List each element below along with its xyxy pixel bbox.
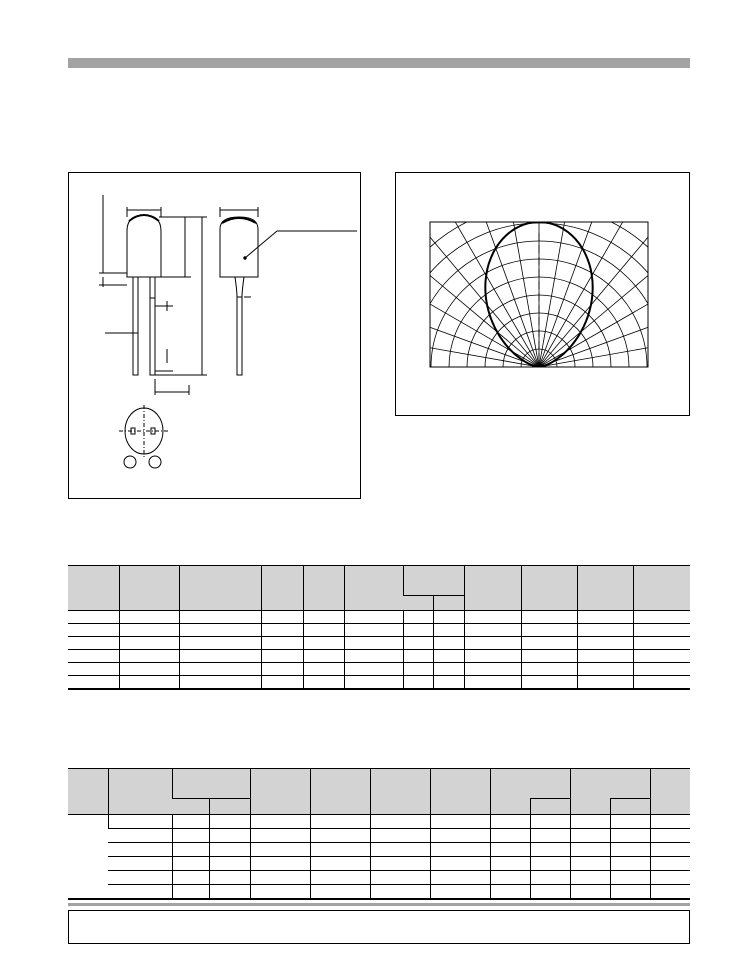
table-cell <box>433 650 464 663</box>
table-cell <box>633 624 690 637</box>
table-cell <box>250 871 310 885</box>
table-row <box>68 829 690 843</box>
table-row <box>68 857 690 871</box>
table-cell <box>464 663 521 676</box>
table-cell <box>179 637 261 650</box>
table-cell <box>179 650 261 663</box>
footer-bar <box>68 903 690 906</box>
note-box <box>68 910 690 944</box>
table-cell <box>521 611 577 624</box>
table-cell <box>108 843 172 857</box>
t2-header-cell <box>250 769 310 815</box>
table-cell <box>610 843 650 857</box>
lens-body-front <box>220 217 258 277</box>
polar-grid-spoke <box>487 173 539 367</box>
table-2-body <box>68 815 690 899</box>
table-2-header-row <box>68 769 690 799</box>
polar-radiation-chart <box>396 173 691 417</box>
table-cell <box>577 676 633 689</box>
table-cell <box>464 676 521 689</box>
table-cell <box>68 611 119 624</box>
t1-header-cell <box>68 566 119 611</box>
table-cell <box>310 815 370 829</box>
t1-header-cell <box>303 566 344 611</box>
spec-table-2 <box>68 768 690 900</box>
table-cell <box>370 829 430 843</box>
table-cell <box>310 857 370 871</box>
table-cell <box>633 611 690 624</box>
table-cell <box>261 650 303 663</box>
t1-header-cell <box>344 566 403 611</box>
table-cell <box>530 843 570 857</box>
table-cell <box>68 676 119 689</box>
pin-circle-left <box>124 456 136 468</box>
t2-header-cell <box>68 769 108 815</box>
table-row <box>68 815 690 829</box>
table-cell <box>172 829 209 843</box>
table-cell <box>490 843 530 857</box>
table-cell <box>209 815 250 829</box>
table-cell <box>303 637 344 650</box>
table-cell <box>610 829 650 843</box>
dimension-drawing-panel <box>68 172 361 499</box>
table-cell <box>68 650 119 663</box>
t1-header-cell <box>577 566 633 611</box>
table-cell <box>172 815 209 829</box>
table-cell <box>370 885 430 899</box>
table-cell <box>209 829 250 843</box>
table-cell <box>430 885 490 899</box>
table-cell <box>464 637 521 650</box>
t2-header-cell <box>610 769 650 799</box>
table-cell <box>303 676 344 689</box>
table-cell <box>370 815 430 829</box>
table-cell <box>310 885 370 899</box>
polar-grid-ring <box>396 205 691 417</box>
table-cell <box>250 885 310 899</box>
table-row <box>68 885 690 899</box>
table-cell <box>179 611 261 624</box>
lead-left <box>133 277 138 375</box>
polar-grid-spoke <box>539 173 591 367</box>
t2-header-cell <box>570 769 610 815</box>
table-cell <box>108 857 172 871</box>
table-cell <box>430 857 490 871</box>
table-cell <box>310 871 370 885</box>
pin-circle-right <box>149 456 161 468</box>
table-cell <box>490 871 530 885</box>
t2-header-cell <box>310 769 370 815</box>
table-cell <box>521 676 577 689</box>
table-cell <box>570 829 610 843</box>
table-cell <box>344 611 403 624</box>
led-dimension-drawing <box>69 173 362 500</box>
table-cell <box>430 871 490 885</box>
t2-header-cell <box>430 769 490 815</box>
table-cell <box>430 829 490 843</box>
table-cell <box>209 871 250 885</box>
table-cell <box>108 885 172 899</box>
lead-front <box>235 277 244 375</box>
table-cell <box>310 843 370 857</box>
note-leader <box>245 231 277 258</box>
table-cell <box>261 611 303 624</box>
table-cell <box>521 624 577 637</box>
table-cell <box>119 611 179 624</box>
table-cell <box>464 650 521 663</box>
table-cell <box>108 815 172 829</box>
table-cell <box>303 624 344 637</box>
table-cell <box>521 650 577 663</box>
table-cell <box>530 871 570 885</box>
table-cell <box>430 843 490 857</box>
table-cell <box>261 637 303 650</box>
table-cell <box>650 871 690 885</box>
table-cell <box>108 829 172 843</box>
table-1-body <box>68 611 690 689</box>
table-cell <box>303 611 344 624</box>
table-cell <box>650 857 690 871</box>
table-cell <box>577 663 633 676</box>
table-cell <box>570 885 610 899</box>
table-cell <box>403 650 433 663</box>
table-cell <box>633 663 690 676</box>
spec-table-1 <box>68 565 690 690</box>
table-cell <box>344 624 403 637</box>
table-cell <box>490 829 530 843</box>
table-cell <box>577 611 633 624</box>
table-cell <box>370 843 430 857</box>
lead-right <box>150 277 155 375</box>
table-cell <box>650 843 690 857</box>
t2-subheader-cell <box>610 799 650 815</box>
table-cell <box>610 815 650 829</box>
lens-body-side <box>127 215 161 277</box>
table-cell <box>108 871 172 885</box>
t2-subheader-cell <box>209 799 250 815</box>
table-cell <box>403 637 433 650</box>
table-row <box>68 663 690 676</box>
table-cell <box>209 843 250 857</box>
table-cell <box>521 637 577 650</box>
table-cell <box>403 663 433 676</box>
header-bar <box>68 58 690 68</box>
t2-header-group-cell <box>172 769 250 799</box>
table-cell <box>433 637 464 650</box>
table-cell <box>464 624 521 637</box>
table-cell <box>179 663 261 676</box>
table-cell <box>633 637 690 650</box>
table-cell <box>261 663 303 676</box>
table-cell <box>570 871 610 885</box>
t1-subheader-cell <box>403 596 433 611</box>
t1-header-cell <box>261 566 303 611</box>
t1-subheader-cell <box>433 596 464 611</box>
table-cell <box>344 650 403 663</box>
table-cell <box>250 857 310 871</box>
table-cell <box>68 815 108 899</box>
table-cell <box>370 871 430 885</box>
table-cell <box>68 637 119 650</box>
table-cell <box>172 885 209 899</box>
table-cell <box>650 829 690 843</box>
table-cell <box>119 650 179 663</box>
table-cell <box>490 815 530 829</box>
table-cell <box>310 829 370 843</box>
table-cell <box>610 857 650 871</box>
table-cell <box>250 843 310 857</box>
table-row <box>68 676 690 689</box>
table-1-header-row <box>68 566 690 596</box>
table-cell <box>650 885 690 899</box>
t1-header-cell <box>464 566 521 611</box>
table-cell <box>344 676 403 689</box>
table-cell <box>261 676 303 689</box>
table-cell <box>433 663 464 676</box>
radiation-pattern-panel <box>395 172 690 416</box>
t1-header-cell <box>119 566 179 611</box>
table-cell <box>303 650 344 663</box>
table-cell <box>530 885 570 899</box>
polar-grid <box>396 173 691 417</box>
table-cell <box>650 815 690 829</box>
table-cell <box>403 676 433 689</box>
t1-header-cell <box>633 566 690 611</box>
polar-grid-spoke <box>539 173 689 367</box>
table-cell <box>119 624 179 637</box>
table-cell <box>577 637 633 650</box>
table-cell <box>521 663 577 676</box>
t2-header-cell <box>650 769 690 815</box>
table-cell <box>179 624 261 637</box>
table-cell <box>610 885 650 899</box>
table-cell <box>610 871 650 885</box>
polar-grid-spoke <box>539 173 691 367</box>
table-cell <box>433 624 464 637</box>
t1-header-group-cell <box>403 566 464 596</box>
table-cell <box>530 857 570 871</box>
table-cell <box>119 637 179 650</box>
table-cell <box>119 676 179 689</box>
table-cell <box>119 663 179 676</box>
table-cell <box>172 843 209 857</box>
table-row <box>68 611 690 624</box>
table-row <box>68 637 690 650</box>
t2-header-cell <box>370 769 430 815</box>
table-cell <box>570 815 610 829</box>
table-cell <box>530 829 570 843</box>
table-cell <box>577 624 633 637</box>
table-cell <box>209 857 250 871</box>
table-cell <box>68 663 119 676</box>
table-cell <box>370 857 430 871</box>
table-cell <box>172 857 209 871</box>
table-cell <box>68 624 119 637</box>
table-cell <box>172 871 209 885</box>
table-cell <box>261 624 303 637</box>
t2-header-cell <box>108 769 172 815</box>
table-cell <box>464 611 521 624</box>
table-row <box>68 843 690 857</box>
table-cell <box>430 815 490 829</box>
t2-header-cell <box>530 769 570 799</box>
table-cell <box>344 637 403 650</box>
table-cell <box>433 611 464 624</box>
table-row <box>68 650 690 663</box>
table-cell <box>490 885 530 899</box>
table-cell <box>403 611 433 624</box>
table-row <box>68 624 690 637</box>
t1-header-cell <box>521 566 577 611</box>
t2-header-cell <box>490 769 530 815</box>
table-cell <box>250 829 310 843</box>
lens-dome-arc <box>129 215 159 221</box>
table-cell <box>344 663 403 676</box>
table-cell <box>570 857 610 871</box>
table-cell <box>633 676 690 689</box>
polar-grid-spoke <box>396 217 539 367</box>
table-row <box>68 871 690 885</box>
table-cell <box>530 815 570 829</box>
table-cell <box>250 815 310 829</box>
table-cell <box>433 676 464 689</box>
t2-subheader-cell <box>530 799 570 815</box>
polar-grid-spoke <box>539 174 691 367</box>
table-cell <box>577 650 633 663</box>
table-cell <box>570 843 610 857</box>
table-cell <box>179 676 261 689</box>
t2-subheader-cell <box>172 799 209 815</box>
table-cell <box>633 650 690 663</box>
t1-header-cell <box>179 566 261 611</box>
table-cell <box>303 663 344 676</box>
table-cell <box>209 885 250 899</box>
table-cell <box>490 857 530 871</box>
table-cell <box>403 624 433 637</box>
